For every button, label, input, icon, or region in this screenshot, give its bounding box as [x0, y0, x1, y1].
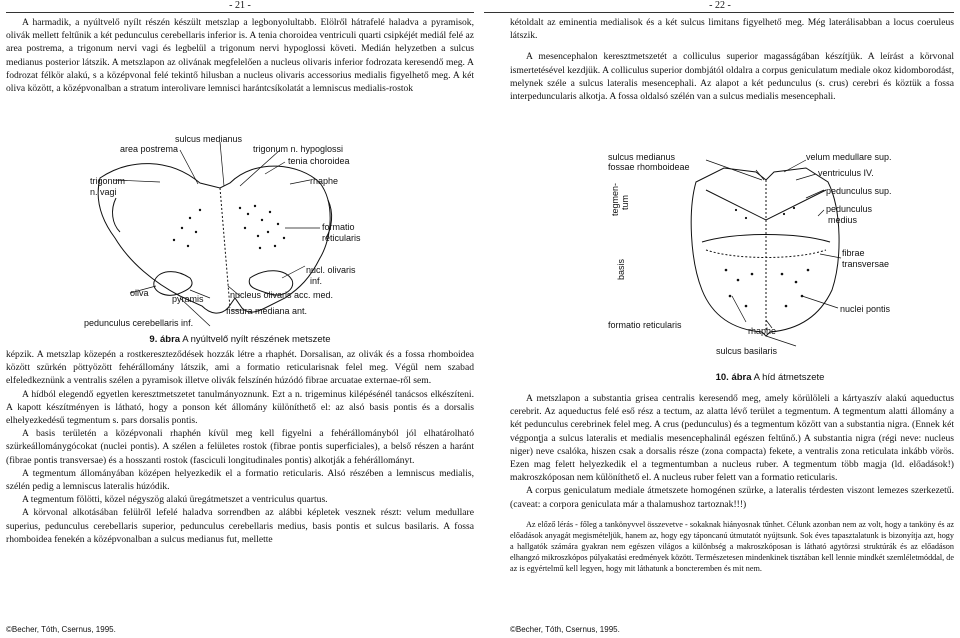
label-pedunculus-sup: pedunculus sup.	[826, 186, 892, 196]
label-tegmentum-2: tum	[620, 194, 630, 210]
label-pyramis: pyramis	[172, 294, 204, 304]
label-nucl-olivaris: nucl. olivaris	[306, 265, 356, 275]
label-rhaphe: rhaphe	[748, 326, 777, 336]
label-formatio: formatio	[322, 222, 355, 232]
label-sulcus-basilaris: sulcus basilaris	[716, 346, 778, 356]
label-trigonum-vagi-2: n. vagi	[90, 187, 117, 197]
label-velum: velum medullare sup.	[806, 152, 892, 162]
paragraph: A metszlapon a substantia grisea centralis keresendő meg, amely körülöleli a kártyaszív alakú aqueductus cerebrit. Az aqueductus felé eső rész a tectum, az alatta lévő terület a tegmentum. A tegmentum alatti állomány a két pedunculus cerebrinek felel meg. A crus (pedunculus) és a tegmentum között van a substantia nigra. (Ennek két végponţja a sulcus lateralis et medialis mesencephalinál egészen feltűnő.) A substantia nigra (régi neve: nucleus niger) neve csalóka, hiszen csak a dorsalis része (zona compacta) fekete, a ventralis zona reticulata inkább vörös. Ezen mag felett helyezkedik el a tegmentumban a nucleus ruber. A tegmentum több magja (ld. előadások!) makroszkóposan nem különíthető el. A nucleus ruber felett van a formatio reticularis.	[510, 393, 954, 484]
text-block-top	[6, 16, 474, 95]
footer-copyright: ©Becher, Tóth, Csernus, 1995.	[6, 625, 116, 634]
figure-medulla	[70, 128, 410, 338]
label-basis: basis	[616, 258, 626, 280]
note-paragraph: Az előző lérás - főleg a tankönyvvel összevetve - sokaknak hiányosnak tűnhet. Célunk azonban nem az volt, hogy a tanköny és az előadások anyagát megismételjük, hanem az, hogy egy táponcanú útmutatót nyújtsunk. Sok éves tapasztalatunk is bizonyítja azt, hogy a hallgatók számára gyakran nem egészen világos a különbség a makroszkóposan is látható agytörzsi struktúrák és az előadáson elhangzó mikroszkópos púlyakatási eredmények között. Természetesen mindenkinek tisztában kell lennie mindkét szemléletmóddal, de az is egyértelmű kell legyen, hogy mit láthatunk a boncteremben és mit nem.	[510, 519, 954, 573]
footer-copyright: ©Becher, Tóth, Csernus, 1995.	[510, 625, 620, 634]
text-block-bottom	[6, 348, 474, 546]
label-fossae: fossae rhomboideae	[608, 162, 690, 172]
paragraph: A corpus geniculatum mediale átmetszete homogénen szürke, a lateralis térdesten viszont lemezes szerkezetű. (caveat: a corpora geniculata már a thalamushoz tartoznak!!!)	[510, 485, 954, 510]
label-formatio: formatio reticularis	[608, 320, 682, 330]
paragraph: A tegmentum fölötti, közel négyszög alakú üregátmetszet a ventriculus quartus.	[22, 494, 328, 506]
label-fibrae: fibrae	[842, 248, 865, 258]
paragraph: A mesencephalon keresztmetszetét a colliculus superior magasságában készítjük. A leírást a körvonal ismertetésével kezdjük. A colliculus superior dombjától oldalra a corpus geniculatum mediale okoz kidomborodást, melynek széle a sulcus lateralis mesencephali. Az alapot a két pedunculus (s. crus) cerebri és köztük a fossa interpeduncularis alkotja. A fossa oldalsó szélén van a sulcus medialis mesencephali.	[510, 51, 954, 103]
paragraph: képzik. A metszlap közepén a rostkereszteződések hozzák létre a rhaphét. Dorsalisan, az olivák és a fossa rhomboidea között szürkén pöttyözött fehérállomány látszik, ami a formatio reticularisnak felel meg. Végül nem szabad elfeledkeznünk a ventralis szélen a pyramisok illetve olivák felszínén húzódó fibrae arcuatae externae-ről sem.	[6, 349, 474, 387]
paragraph: A harmadik, a nyúltvelő nyílt részén készült metszlap a legbonyolultabb. Elölről hátrafelé haladva a pyramisok, olivák mellett feltűnik a két pedunculus cerebellaris inferior is. A tenia choroidea ventriculi quarti csipkéjét mediál felé az area postrema, a trigonum nervi vagi és legbelül a trigonum nervi hypoglossi követi. Medián helyzetben a sulcus medianus posterior látszik. A metszlapon az olivának megfelelően a nucleus olivaris inferior fodrozata keresendő meg. A fodrozat félkör alakú, s a középvonal felé tekintő hilusban a nucleus olivaris accessorius medialis figyelhető meg. A két oliva között, a középvonalban a stratum interolivare lemnisci harántcsíkolatát a lemniscus medialis-rostok	[6, 17, 474, 95]
label-tenia-choroidea: tenia choroidea	[288, 156, 350, 166]
paragraph: A basis területén a középvonali rhaphén kívül meg kell figyelni a fehérállományból jól elhatárolható szürkeállománygócokat (nuclei pontis). A szélen a felületes rostok (fibrae pontis superficiales), a belső részen a haránt (fibrae pontis transversae) és a hosszanti rostok (fasciculi longitudinales pontis) alkotják a fehérállományt.	[6, 428, 474, 466]
label-nuclei-pontis: nuclei pontis	[840, 304, 891, 314]
header-rule	[484, 12, 954, 13]
figure-caption	[610, 372, 930, 383]
figure-caption	[0, 334, 480, 345]
label-oliva: oliva	[130, 288, 149, 298]
label-nucleus-acc: nucleus olivaris acc. med.	[230, 290, 334, 300]
caption-text: A nyúltvelő nyílt részének metszete	[182, 334, 331, 345]
label-formatio-2: reticularis	[322, 233, 361, 243]
label-fibrae-2: transversae	[842, 259, 890, 269]
label-pedunculus: pedunculus cerebellaris inf.	[84, 318, 194, 328]
label-trigonum-vagi: trigonum	[90, 176, 126, 186]
caption-text: A híd átmetszete	[753, 372, 825, 383]
caption-number: 10. ábra	[715, 372, 752, 383]
label-pedunculus-medius: pedunculus	[826, 204, 873, 214]
label-rhaphe: rhaphe	[310, 176, 339, 186]
paragraph: A hídból elegendő egyetlen keresztmetszetet tanulmányoznunk. Ezt a n. trigeminus kilépésénél tanácsos elkészíteni. A kapott készítményen is látható, hogy a ponson két állomány különíthető el: az alsó basis pontis és a dorsalis elhelyezkedésű tegmentum s. pars dorsalis pontis.	[6, 388, 474, 427]
label-nucl-olivaris-2: inf.	[310, 276, 323, 286]
label-sulcus-medianus: sulcus medianus	[175, 134, 243, 144]
right-page	[480, 0, 960, 638]
text-block-bottom	[510, 392, 954, 574]
label-ventriculus: ventriculus IV.	[818, 168, 874, 178]
label-sulcus-medianus: sulcus medianus	[608, 152, 676, 162]
page-number: - 22 -	[709, 0, 731, 11]
header-rule	[6, 12, 474, 13]
paragraph: A tegmentum állományában középen helyezkedik el a formatio reticularis. Alsó részében a lemniscus medialis, szélén pedig a lemniscus lateralis húzódik.	[6, 467, 474, 493]
label-pedunculus-medius-2: medius	[828, 215, 858, 225]
label-fissura: fissura mediana ant.	[226, 306, 308, 316]
paragraph: A körvonal alkotásában felülről lefelé haladva sorrendben az alábbi képletek vesznek részt: velum medullare superius, pedunculus cerebellaris superior, pedunculus cerebellaris medius, basis pontis et sulcus basilaris. A fossa rhomboidea fenekén a középvonalban a sulcus medianus fut, mellette	[6, 507, 474, 545]
paragraph: kétoldalt az eminentia medialisok és a két sulcus limitans figyelhető meg. Még laterálisabban a locus coeruleus látszik.	[510, 17, 954, 42]
page-number: - 21 -	[229, 0, 251, 11]
label-area-postrema: area postrema	[120, 144, 179, 154]
figure-pons	[606, 150, 926, 360]
label-trigonum-hypoglossi: trigonum n. hypoglossi	[253, 144, 344, 154]
caption-number: 9. ábra	[149, 334, 181, 345]
text-block-top	[510, 16, 954, 103]
label-tegmentum: tegmen-	[610, 182, 620, 216]
